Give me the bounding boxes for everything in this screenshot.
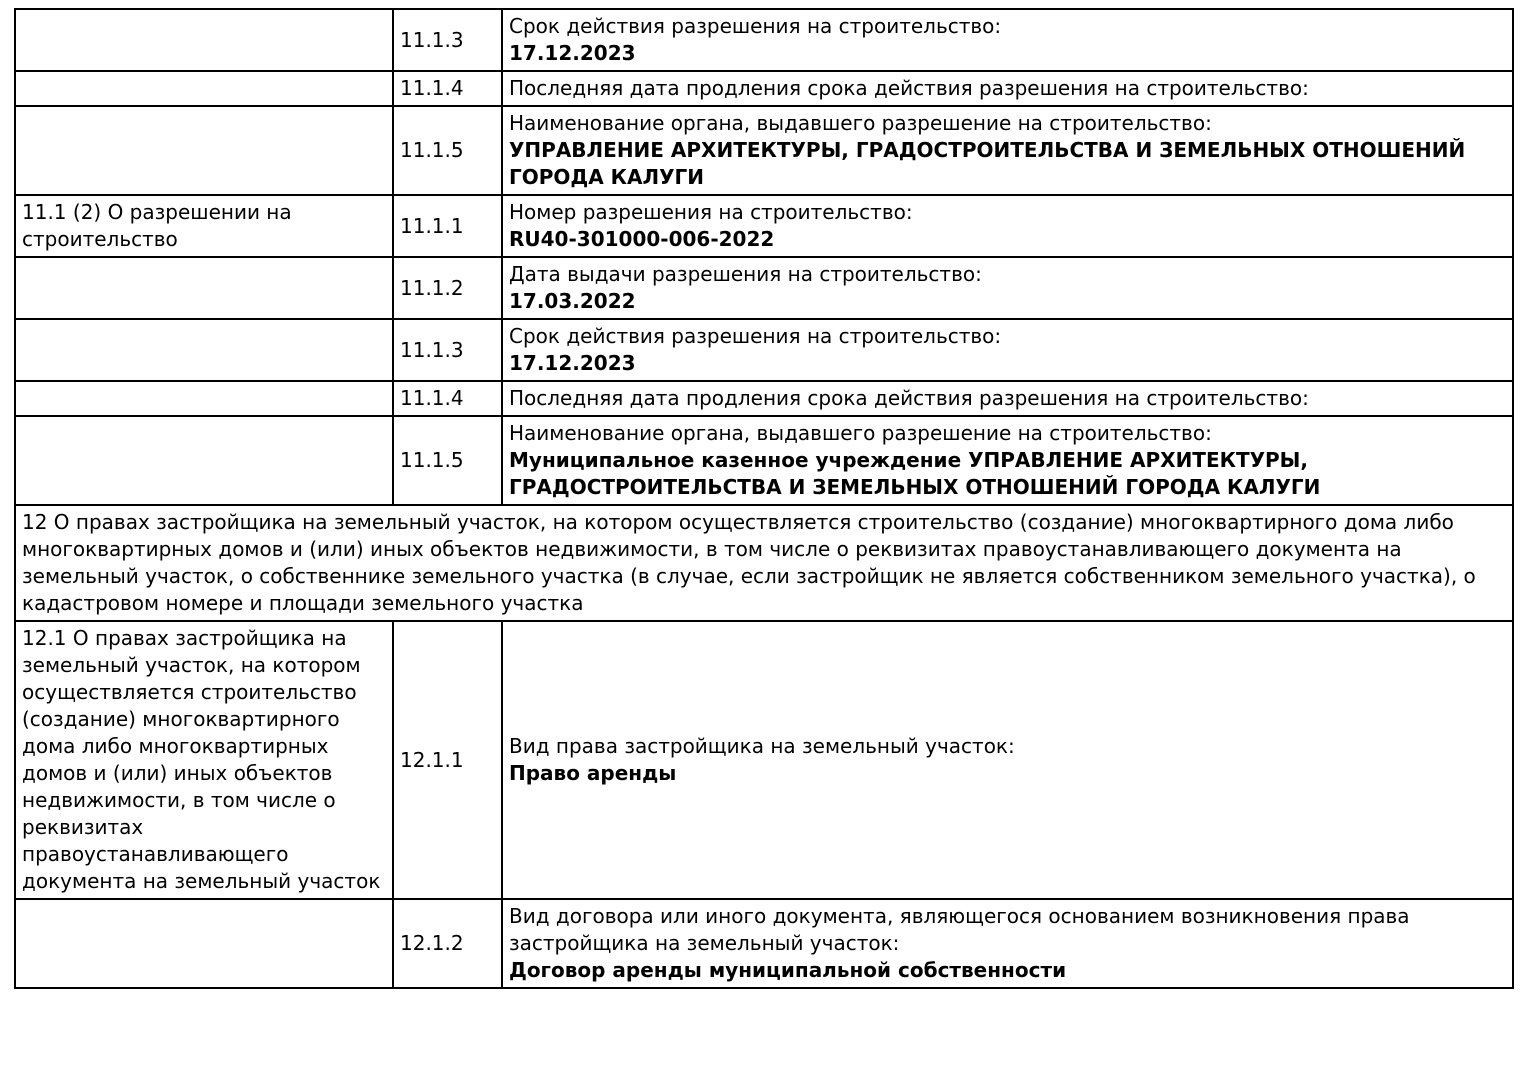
field-value: RU40-301000-006-2022 xyxy=(509,227,775,251)
field-label: Вид договора или иного документа, являющегося основанием возникновения права застройщика на земельный участок: xyxy=(509,904,1410,955)
content-cell xyxy=(502,195,1513,257)
content-cell xyxy=(502,899,1513,988)
content-cell xyxy=(502,257,1513,319)
field-label: Последняя дата продления срока действия разрешения на строительство: xyxy=(509,76,1309,100)
section-cell: 12.1 О правах застройщика на земельный участок, на котором осуществляется строительство (создание) многоквартирного дома либо многоквартирных домов и (или) иных объектов недвижимости, в том числе о реквизитах правоустанавливающего документа на земельный участок xyxy=(15,621,393,899)
code-cell: 11.1.4 xyxy=(393,381,502,416)
field-value: Право аренды xyxy=(509,761,677,785)
content-cell xyxy=(502,71,1513,106)
section-cell xyxy=(15,899,393,988)
code-cell: 12.1.2 xyxy=(393,899,502,988)
code-cell: 11.1.3 xyxy=(393,319,502,381)
field-label: Последняя дата продления срока действия разрешения на строительство: xyxy=(509,386,1309,410)
section-header-text: 12 О правах застройщика на земельный участок, на котором осуществляется строительство (создание) многоквартирного дома либо многоквартирных домов и (или) иных объектов недвижимости, в том числе о реквизитах правоустанавливающего документа на земельный участок, о собственнике земельного участка (в случае, если застройщик не является собственником земельного участка), о кадастровом номере и площади земельного участка xyxy=(15,505,1513,621)
table-row xyxy=(15,381,1513,416)
field-value: 17.12.2023 xyxy=(509,351,636,375)
section-cell xyxy=(15,257,393,319)
content-cell xyxy=(502,621,1513,899)
content-cell xyxy=(502,9,1513,71)
content-cell xyxy=(502,416,1513,505)
field-value: Муниципальное казенное учреждение УПРАВЛЕНИЕ АРХИТЕКТУРЫ, ГРАДОСТРОИТЕЛЬСТВА И ЗЕМЕЛЬНЫХ ОТНОШЕНИЙ ГОРОДА КАЛУГИ xyxy=(509,448,1321,499)
section-cell xyxy=(15,381,393,416)
field-value: 17.12.2023 xyxy=(509,41,636,65)
code-cell: 11.1.4 xyxy=(393,71,502,106)
code-cell: 11.1.2 xyxy=(393,257,502,319)
field-label: Срок действия разрешения на строительство: xyxy=(509,14,1002,38)
declaration-table-body xyxy=(15,9,1513,988)
field-value: Договор аренды муниципальной собственности xyxy=(509,958,1067,982)
section-cell xyxy=(15,71,393,106)
table-row xyxy=(15,106,1513,195)
section-cell xyxy=(15,106,393,195)
field-label: Наименование органа, выдавшего разрешение на строительство: xyxy=(509,421,1212,445)
field-value: 17.03.2022 xyxy=(509,289,636,313)
field-value: УПРАВЛЕНИЕ АРХИТЕКТУРЫ, ГРАДОСТРОИТЕЛЬСТВА И ЗЕМЕЛЬНЫХ ОТНОШЕНИЙ ГОРОДА КАЛУГИ xyxy=(509,138,1466,189)
table-row xyxy=(15,71,1513,106)
section-cell: 11.1 (2) О разрешении на строительство xyxy=(15,195,393,257)
section-cell xyxy=(15,9,393,71)
field-label: Срок действия разрешения на строительство: xyxy=(509,324,1002,348)
code-cell: 11.1.5 xyxy=(393,416,502,505)
table-row xyxy=(15,319,1513,381)
table-row xyxy=(15,257,1513,319)
table-row xyxy=(15,621,1513,899)
section-cell xyxy=(15,319,393,381)
field-label: Вид права застройщика на земельный участок: xyxy=(509,734,1015,758)
code-cell: 12.1.1 xyxy=(393,621,502,899)
content-cell xyxy=(502,381,1513,416)
table-row xyxy=(15,416,1513,505)
table-row xyxy=(15,195,1513,257)
code-cell: 11.1.5 xyxy=(393,106,502,195)
table-row xyxy=(15,9,1513,71)
content-cell xyxy=(502,319,1513,381)
content-cell xyxy=(502,106,1513,195)
section-header-row xyxy=(15,505,1513,621)
table-row xyxy=(15,899,1513,988)
field-label: Номер разрешения на строительство: xyxy=(509,200,913,224)
field-label: Дата выдачи разрешения на строительство: xyxy=(509,262,982,286)
section-cell xyxy=(15,416,393,505)
declaration-table xyxy=(14,8,1514,989)
field-label: Наименование органа, выдавшего разрешение на строительство: xyxy=(509,111,1212,135)
code-cell: 11.1.1 xyxy=(393,195,502,257)
code-cell: 11.1.3 xyxy=(393,9,502,71)
